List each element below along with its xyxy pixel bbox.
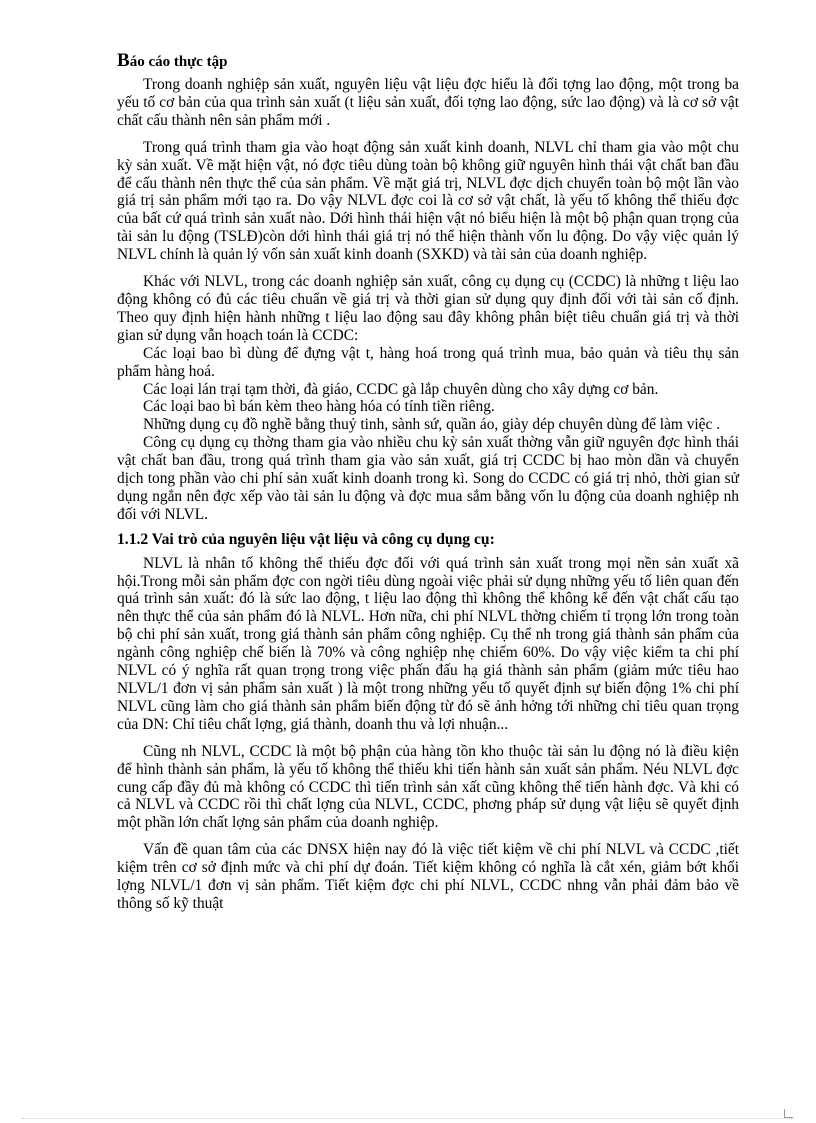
page-corner-mark: [784, 1109, 793, 1118]
paragraph: Trong quá trình tham gia vào hoạt động sản xuất kinh doanh, NLVL chỉ tham gia vào một chu kỳ sản xuất. Về mặt hiện vật, nó đợc tiêu dùng toàn bộ không giữ nguyên hình thái vật chất ban đầu để cấu thành nên thực thể của sản phẩm. Về mặt giá trị, NLVL đợc dịch chuyển toàn bộ một lần vào giá trị sản phẩm mới tạo ra. Do vậy NLVL đợc coi là cơ sở vật chất, là yếu tố không thể thiếu đợc của bất cứ quá trình sản xuất nào. Dới hình thái hiện vật nó biểu hiện là một bộ phận quan trọng của tài sản lu động (TSLĐ)còn dới hình thái giá trị nó thể hiện thành vốn lu động. Do vậy việc quản lý NLVL chính là quản lý vốn sản xuất kinh doanh (SXKD) và tài sản của doanh nghiệp.: [117, 138, 739, 264]
paragraph: Công cụ dụng cụ thờng tham gia vào nhiều chu kỳ sản xuất thờng vẫn giữ nguyên đợc hình thái vật chất ban đầu, trong quá trình tham gia vào sản xuất, giá trị CCDC bị hao mòn dần và chuyển dịch tong phần vào chi phí sản xuất kinh doanh trong kì. Song do CCDC có giá trị nhỏ, thời gian sử dụng ngắn nên đợc xếp vào tài sản lu động và đợc mua sắm bằng vốn lu động của doanh nghiệp nh đối với NLVL.: [117, 434, 739, 523]
paragraph: Vấn đề quan tâm của các DNSX hiện nay đó là việc tiết kiệm về chi phí NLVL và CCDC ,tiết kiệm trên cơ sở định mức và chi phí dự đoán. Tiết kiệm không có nghĩa là cắt xén, giảm bớt khối lợng NLVL/1 đơn vị sản phẩm. Tiết kiệm đợc chi phí NLVL, CCDC nhng vẫn phải đảm bảo về thông số kỹ thuật: [117, 841, 739, 912]
list-item: Các loại bao bì bán kèm theo hàng hóa có tính tiền riêng.: [143, 398, 495, 416]
header-initial: B: [117, 50, 130, 71]
list-item: Các loại lán trại tạm thời, đà giáo, CCDC gà lắp chuyên dùng cho xây dựng cơ bản.: [143, 380, 659, 398]
document-body: [117, 76, 739, 913]
paragraph: Trong doanh nghiệp sản xuất, nguyên liệu vật liệu đợc hiểu là đối tợng lao động, một trong ba yếu tố cơ bản của qua trình sản xuất (t liệu sản xuất, đối tợng lao động, sức lao động) và là cơ sở vật chất cấu thành nên sản phẩm mới .: [117, 76, 739, 129]
paragraph: Khác với NLVL, trong các doanh nghiệp sản xuất, công cụ dụng cụ (CCDC) là những t liệu lao động không có đủ các tiêu chuẩn về giá trị và thời gian sử dụng quy định đối với tài sản cố định. Theo quy định hiện hành những t liệu lao động sau đây không phân biệt tiêu chuẩn giá trị và thời gian sử dụng vẫn hoạch toán là CCDC:: [117, 273, 739, 344]
list-item: Những dụng cụ đồ nghề bằng thuỷ tinh, sành sứ, quần áo, giày dép chuyên dùng để làm việc .: [143, 416, 721, 434]
paragraph: NLVL là nhân tố không thể thiếu đợc đối với quá trình sản xuất trong mọi nền sản xuất xã hội.Trong mỗi sản phẩm đợc con ngời tiêu dùng ngoài việc phải sử dụng những yếu tố liên quan đến quá trình sản xuất: đó là sức lao động, t liệu lao động thì không thể không kể đến vật chất cấu tạo nên thực thể của sản phẩm đó là NLVL. Hơn nữa, chi phí NLVL thờng chiếm tỉ trọng lớn trong toàn bộ chi phí sản xuất, trong giá thành sản phẩm công nghiệp. Cụ thể nh trong giá thành sản phẩm của ngành công nghiệp chế biến là 70% và công nghiệp nhẹ chiếm 60%. Do vậy việc kiểm ta chi phí NLVL có ý nghĩa rất quan trọng trong việc phấn đấu hạ giá thành sản phẩm (giảm mức tiêu hao NLVL/1 đơn vị sản phẩm sản xuất ) là một trong những yếu tố quyết định sự biến động 1% chi phí NLVL cũng làm cho giá thành sản phẩm biến động từ đó sẽ ảnh hởng tới những chỉ tiêu quan trọng của DN: Chỉ tiêu chất lợng, giá thành, doanh thu và lợi nhuận...: [117, 554, 739, 733]
page-header: [117, 50, 227, 72]
page-bottom-border: [22, 1118, 794, 1119]
section-heading: 1.1.2 Vai trò của nguyên liệu vật liệu và công cụ dụng cụ:: [117, 530, 495, 548]
list-item: Các loại bao bì dùng để đựng vật t, hàng hoá trong quá trình mua, bảo quản và tiêu thụ sản phẩm hàng hoá.: [117, 344, 739, 380]
header-title: áo cáo thực tập: [129, 54, 228, 70]
paragraph: Cũng nh NLVL, CCDC là một bộ phận của hàng tồn kho thuộc tài sản lu động nó là điều kiện để hình thành sản phẩm, là yếu tố không thể thiếu khi tiến hành sản xuất sản phẩm. Néu NLVL đợc cung cấp đầy đủ mà không có CCDC thì tiến trình sản xất cũng không thể tiến hành đợc. Và khi có cả NLVL và CCDC rồi thì chất lợng của NLVL, CCDC, phơng pháp sử dụng vật liệu sẽ quyết định một phần lớn chất lợng sản phẩm của doanh nghiệp.: [117, 742, 739, 832]
